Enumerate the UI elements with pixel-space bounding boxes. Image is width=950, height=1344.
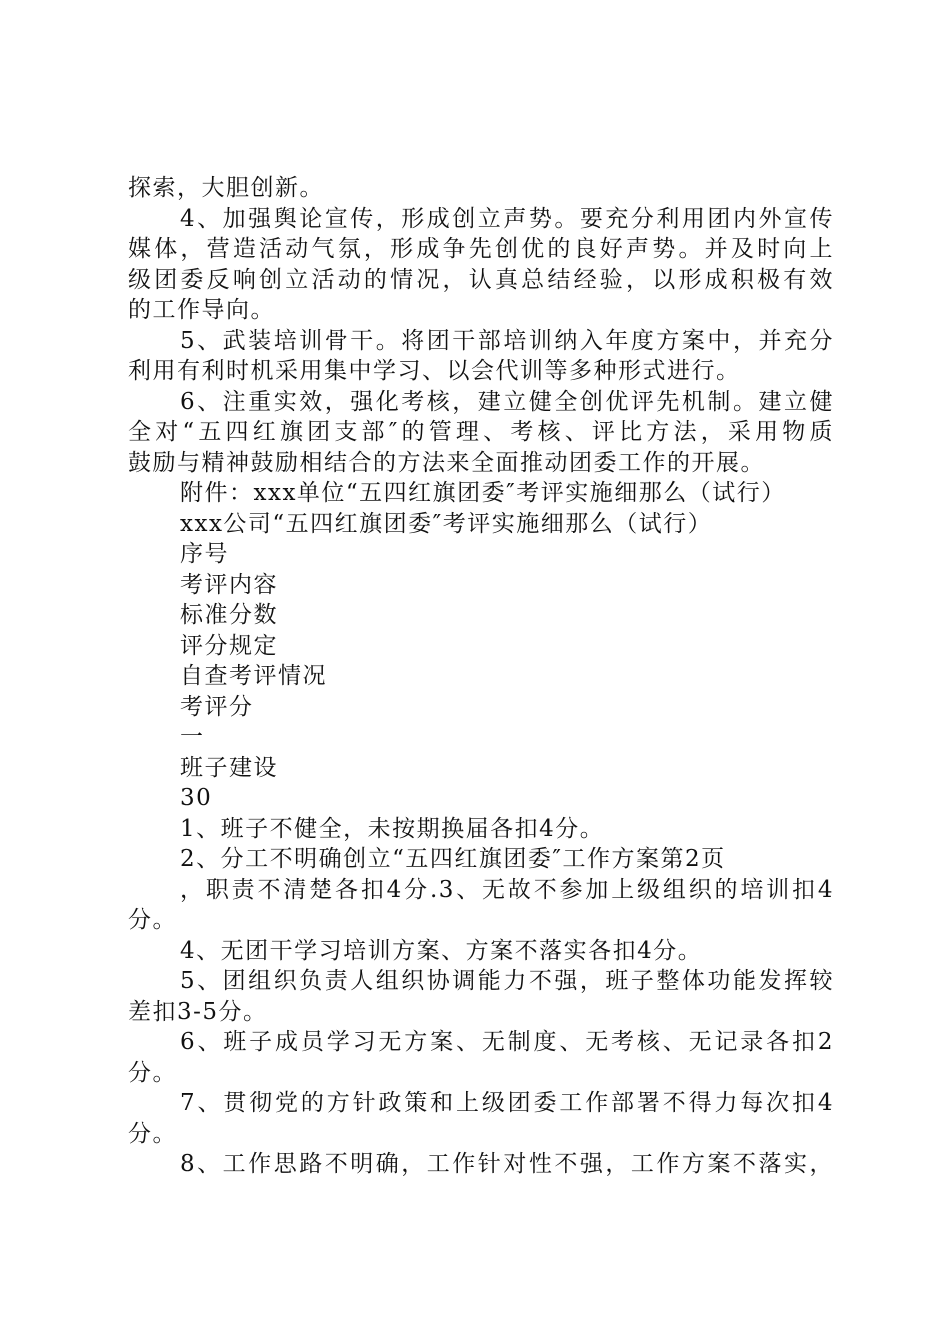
text-line: 附件：xxx单位“五四红旗团委″考评实施细那么（试行）: [180, 480, 786, 506]
text-line: xxx公司“五四红旗团委″考评实施细那么（试行）: [180, 510, 713, 537]
text-line: 分。: [128, 1059, 177, 1086]
text-line: 探索，大胆创新。: [128, 175, 324, 201]
text-line: 标准分数: [180, 602, 278, 628]
text-line: 考评内容: [180, 571, 278, 598]
text-line: 的工作导向。: [128, 297, 275, 323]
text-line: ，职责不清楚各扣4分.3、无故不参加上级组织的培训扣4: [180, 876, 834, 903]
text-line: 利用有利时机采用集中学习、以会代训等多种形式进行。: [128, 358, 741, 384]
text-line: 2、分工不明确创立“五四红旗团委″工作方案第2页: [180, 846, 726, 872]
text-line: 分。: [128, 1120, 177, 1147]
text-line: 分。: [128, 907, 177, 933]
text-line: 6、班子成员学习无方案、无制度、无考核、无记录各扣2: [180, 1029, 834, 1055]
text-line: 8、工作思路不明确，工作针对性不强，工作方案不落实，: [180, 1151, 834, 1177]
text-line: 5、团组织负责人组织协调能力不强，班子整体功能发挥较: [180, 968, 834, 994]
text-line: 级团委反响创立活动的情况，认真总结经验，以形成积极有效: [128, 266, 834, 293]
text-line: 全对“五四红旗团支部″的管理、考核、评比方法，采用物质: [128, 419, 834, 445]
text-line: 7、贯彻党的方针政策和上级团委工作部署不得力每次扣4: [180, 1090, 834, 1116]
text-line: 1、班子不健全，未按期换届各扣4分。: [180, 815, 605, 842]
text-line: 4、加强舆论宣传，形成创立声势。要充分利用团内外宣传: [180, 205, 834, 232]
document-body: [128, 173, 834, 1180]
text-line: 6、注重实效，强化考核，建立健全创优评先机制。建立健: [180, 388, 834, 415]
text-line: 5、武装培训骨干。将团干部培训纳入年度方案中，并充分: [180, 327, 834, 354]
text-line: 班子建设: [180, 754, 278, 781]
text-line: 媒体，营造活动气氛，形成争先创优的良好声势。并及时向上: [128, 236, 834, 262]
text-line: 鼓励与精神鼓励相结合的方法来全面推动团委工作的开展。: [128, 449, 765, 476]
text-line: 序号: [180, 541, 229, 567]
text-line: 一: [180, 724, 205, 750]
text-line: 4、无团干学习培训方案、方案不落实各扣4分。: [180, 937, 703, 964]
text-line: 考评分: [180, 693, 254, 720]
text-line: 评分规定: [180, 632, 278, 659]
text-line: 自查考评情况: [180, 663, 327, 689]
text-line: 30: [180, 785, 213, 811]
text-line: 差扣3-5分。: [128, 998, 268, 1025]
